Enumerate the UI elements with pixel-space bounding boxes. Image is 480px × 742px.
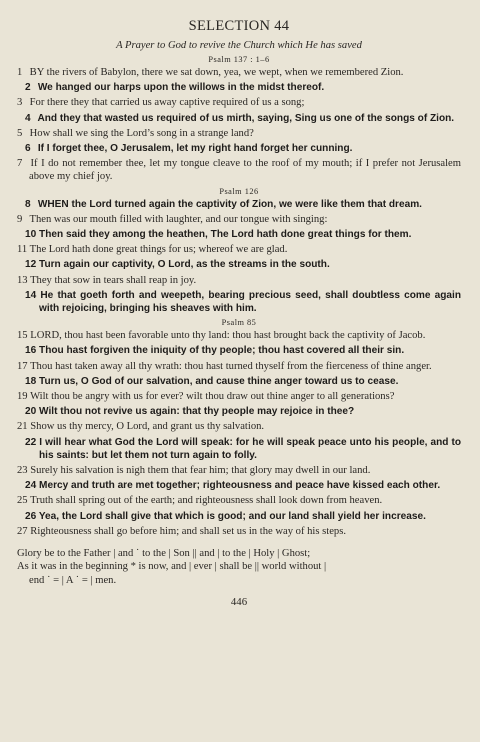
verse-number: 16 bbox=[25, 345, 37, 357]
verse-text: If I forget thee, O Jerusalem, let my right hand forget her cunning. bbox=[37, 143, 353, 155]
verse-number: 8 bbox=[25, 198, 31, 210]
verse-number: 11 bbox=[17, 244, 28, 256]
verse-text: Turn again our captivity, O Lord, as the streams in the south. bbox=[39, 259, 330, 271]
people-response-verse bbox=[17, 436, 461, 462]
leader-verse bbox=[17, 390, 461, 403]
verse-number: 10 bbox=[25, 229, 37, 241]
verse-text: I will hear what God the Lord will speak: for he will speak peace unto his people, and to his saints: but let them not turn again to folly. bbox=[39, 436, 461, 461]
verse-text: Wilt thou be angry with us for ever? wilt thou draw out thine anger to all generations? bbox=[30, 391, 395, 403]
verse-number: 22 bbox=[25, 436, 37, 448]
verse-text: They that sow in tears shall reap in joy. bbox=[30, 274, 197, 286]
verse-number: 23 bbox=[17, 465, 28, 477]
verse-number: 2 bbox=[25, 82, 31, 94]
leader-verse bbox=[17, 213, 461, 226]
verse-text: Truth shall spring out of the earth; and righteousness shall look down from heaven. bbox=[30, 495, 383, 507]
gloria-line-1: Glory be to the Father | and ˙ to the | Son || and | to the | Holy | Ghost; bbox=[17, 548, 311, 560]
verse-text: How shall we sing the Lord’s song in a strange land? bbox=[29, 127, 254, 139]
people-response-verse bbox=[17, 344, 461, 357]
leader-verse bbox=[17, 360, 461, 373]
verse-number: 27 bbox=[17, 525, 28, 537]
psalm-reference: Psalm 137 : 1–6 bbox=[208, 55, 270, 64]
leader-verse bbox=[17, 157, 461, 183]
people-response-verse bbox=[17, 258, 461, 271]
people-response-verse bbox=[17, 405, 461, 418]
verse-text: We hanged our harps upon the willows in the midst thereof. bbox=[37, 82, 325, 94]
leader-verse bbox=[17, 525, 461, 538]
verse-text: Turn us, O God of our salvation, and cause thine anger toward us to cease. bbox=[39, 375, 399, 387]
gloria-line-3: end ˙ = | A ˙ = | men. bbox=[29, 574, 117, 586]
leader-verse bbox=[17, 494, 461, 507]
people-response-verse bbox=[17, 289, 461, 315]
leader-verse bbox=[17, 66, 461, 79]
leader-verse bbox=[17, 243, 461, 256]
verse-number: 25 bbox=[17, 495, 28, 507]
verse-number: 18 bbox=[25, 375, 37, 387]
verse-number: 12 bbox=[25, 259, 37, 271]
leader-verse bbox=[17, 464, 461, 477]
selection-title: SELECTION 44 bbox=[188, 18, 290, 34]
verse-number: 1 bbox=[17, 67, 23, 78]
verse-number: 13 bbox=[17, 274, 28, 286]
verse-number: 24 bbox=[25, 480, 37, 492]
people-response-verse bbox=[17, 198, 461, 211]
verse-number: 19 bbox=[17, 391, 28, 403]
verse-text: He that goeth forth and weepeth, bearing precious seed, shall doubtless come again with rejoicing, bringing his sheaves with him. bbox=[39, 289, 461, 315]
people-response-verse bbox=[17, 228, 461, 241]
psalm-reference: Psalm 85 bbox=[221, 318, 257, 328]
verse-text: And they that wasted us required of us mirth, saying, Sing us one of the songs of Zion. bbox=[37, 112, 455, 124]
verse-number: 15 bbox=[17, 330, 28, 342]
verse-number: 20 bbox=[25, 406, 37, 418]
verse-number: 5 bbox=[17, 127, 23, 139]
gloria-line-2: As it was in the beginning * is now, and | ever | shall be || world without | bbox=[17, 561, 327, 573]
verse-number: 17 bbox=[17, 360, 28, 372]
verse-text: Show us thy mercy, O Lord, and grant us thy salvation. bbox=[30, 421, 265, 433]
verse-text: Wilt thou not revive us again: that thy people may rejoice in thee? bbox=[39, 406, 355, 418]
verse-text: Surely his salvation is nigh them that fear him; that glory may dwell in our land. bbox=[30, 465, 371, 477]
gloria-patri bbox=[17, 547, 461, 587]
page-number: 446 bbox=[230, 595, 248, 608]
verse-number: 3 bbox=[17, 97, 23, 109]
people-response-verse bbox=[17, 81, 461, 94]
leader-verse bbox=[17, 96, 461, 109]
people-response-verse bbox=[17, 479, 461, 492]
verse-text: Then was our mouth filled with laughter, and our tongue with singing: bbox=[29, 213, 328, 225]
verse-text: For there they that carried us away captive required of us a song; bbox=[29, 97, 305, 109]
selection-subtitle: A Prayer to God to revive the Church which He has saved bbox=[116, 40, 362, 51]
verse-text: If I do not remember thee, let my tongue cleave to the roof of my mouth; if I prefer not Jerusalem above my chief joy. bbox=[29, 158, 461, 183]
people-response-verse bbox=[17, 142, 461, 155]
leader-verse bbox=[17, 127, 461, 140]
verse-text: BY the rivers of Babylon, there we sat down, yea, we wept, when we remembered Zion. bbox=[29, 67, 404, 78]
verse-number: 14 bbox=[25, 289, 37, 301]
psalm-reference: Psalm 126 bbox=[219, 186, 259, 196]
verse-text: Mercy and truth are met together; righteousness and peace have kissed each other. bbox=[39, 480, 441, 492]
leader-verse bbox=[17, 274, 461, 287]
people-response-verse bbox=[17, 112, 461, 125]
verse-text: Thou hast forgiven the iniquity of thy people; thou hast covered all their sin. bbox=[39, 345, 405, 357]
psalm-sections bbox=[17, 55, 461, 538]
verse-number: 6 bbox=[25, 143, 31, 155]
verse-text: Thou hast taken away all thy wrath: thou hast turned thyself from the fierceness of thine anger. bbox=[30, 360, 432, 372]
verse-text: Righteousness shall go before him; and shall set us in the way of his steps. bbox=[30, 525, 346, 537]
leader-verse bbox=[17, 329, 461, 342]
verse-number: 7 bbox=[17, 158, 23, 170]
verse-text: Then said they among the heathen, The Lord hath done great things for them. bbox=[39, 229, 412, 241]
verse-text: LORD, thou hast been favorable unto thy land: thou hast brought back the captivity of Jacob. bbox=[30, 330, 426, 342]
people-response-verse bbox=[17, 375, 461, 388]
verse-text: WHEN the Lord turned again the captivity of Zion, we were like them that dream. bbox=[37, 198, 422, 210]
verse-text: Yea, the Lord shall give that which is good; and our land shall yield her increase. bbox=[38, 510, 426, 522]
people-response-verse bbox=[17, 510, 461, 523]
verse-number: 9 bbox=[17, 213, 23, 225]
leader-verse bbox=[17, 420, 461, 433]
verse-number: 4 bbox=[25, 112, 31, 124]
verse-number: 26 bbox=[25, 510, 37, 522]
verse-text: The Lord hath done great things for us; whereof we are glad. bbox=[29, 244, 288, 256]
verse-number: 21 bbox=[17, 421, 28, 433]
